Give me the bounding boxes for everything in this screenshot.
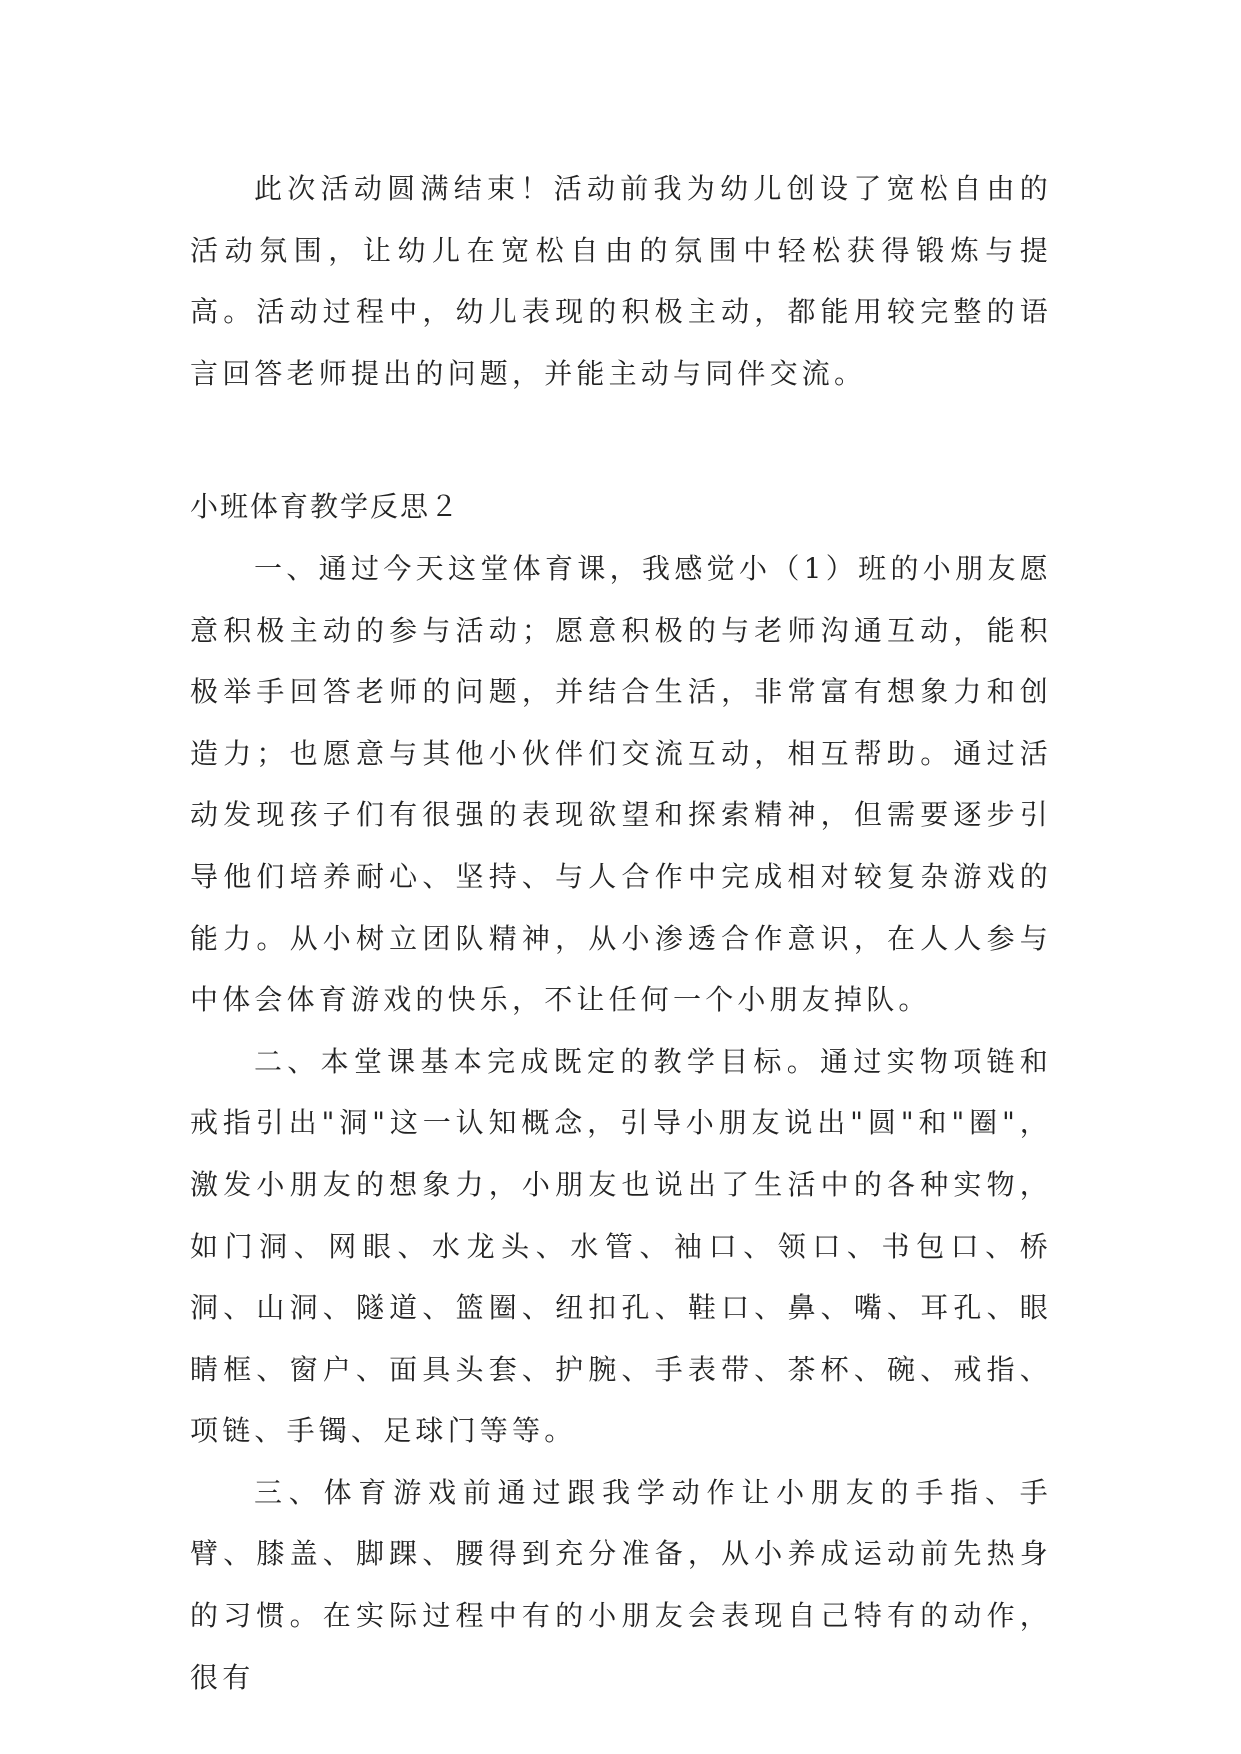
paragraph-gap: [190, 404, 1052, 476]
paragraph-point-two: 二、本堂课基本完成既定的教学目标。通过实物项链和戒指引出"洞"这一认知概念，引导小朋友说出"圆"和"圈"，激发小朋友的想象力，小朋友也说出了生活中的各种实物，如门洞、网眼、水龙头、水管、袖口、领口、书包口、桥洞、山洞、隧道、篮圈、纽扣孔、鞋口、鼻、嘴、耳孔、眼睛框、窗户、面具头套、护腕、手表带、茶杯、碗、戒指、项链、手镯、足球门等等。: [190, 1044, 1052, 1448]
paragraph-point-one: 一、通过今天这堂体育课，我感觉小（1）班的小朋友愿意积极主动的参与活动；愿意积极的与老师沟通互动，能积极举手回答老师的问题，并结合生活，非常富有想象力和创造力；也愿意与其他小伙伴们交流互动，相互帮助。通过活动发现孩子们有很强的表现欲望和探索精神，但需要逐步引导他们培养耐心、坚持、与人合作中完成相对较复杂游戏的能力。从小树立团队精神，从小渗透合作意识，在人人参与中体会体育游戏的快乐，不让任何一个小朋友掉队。: [190, 551, 1052, 1017]
paragraph-point-three: 三、体育游戏前通过跟我学动作让小朋友的手指、手臂、膝盖、脚踝、腰得到充分准备，从小养成运动前先热身的习惯。在实际过程中有的小朋友会表现自己特有的动作，很有: [190, 1475, 1052, 1694]
document-body: [190, 158, 1052, 1708]
section-heading: 小班体育教学反思２: [190, 490, 461, 524]
paragraph-summary: 此次活动圆满结束！活动前我为幼儿创设了宽松自由的活动氛围，让幼儿在宽松自由的氛围中轻松获得锻炼与提高。活动过程中，幼儿表现的积极主动，都能用较完整的语言回答老师提出的问题，并能主动与同伴交流。: [190, 172, 1052, 390]
